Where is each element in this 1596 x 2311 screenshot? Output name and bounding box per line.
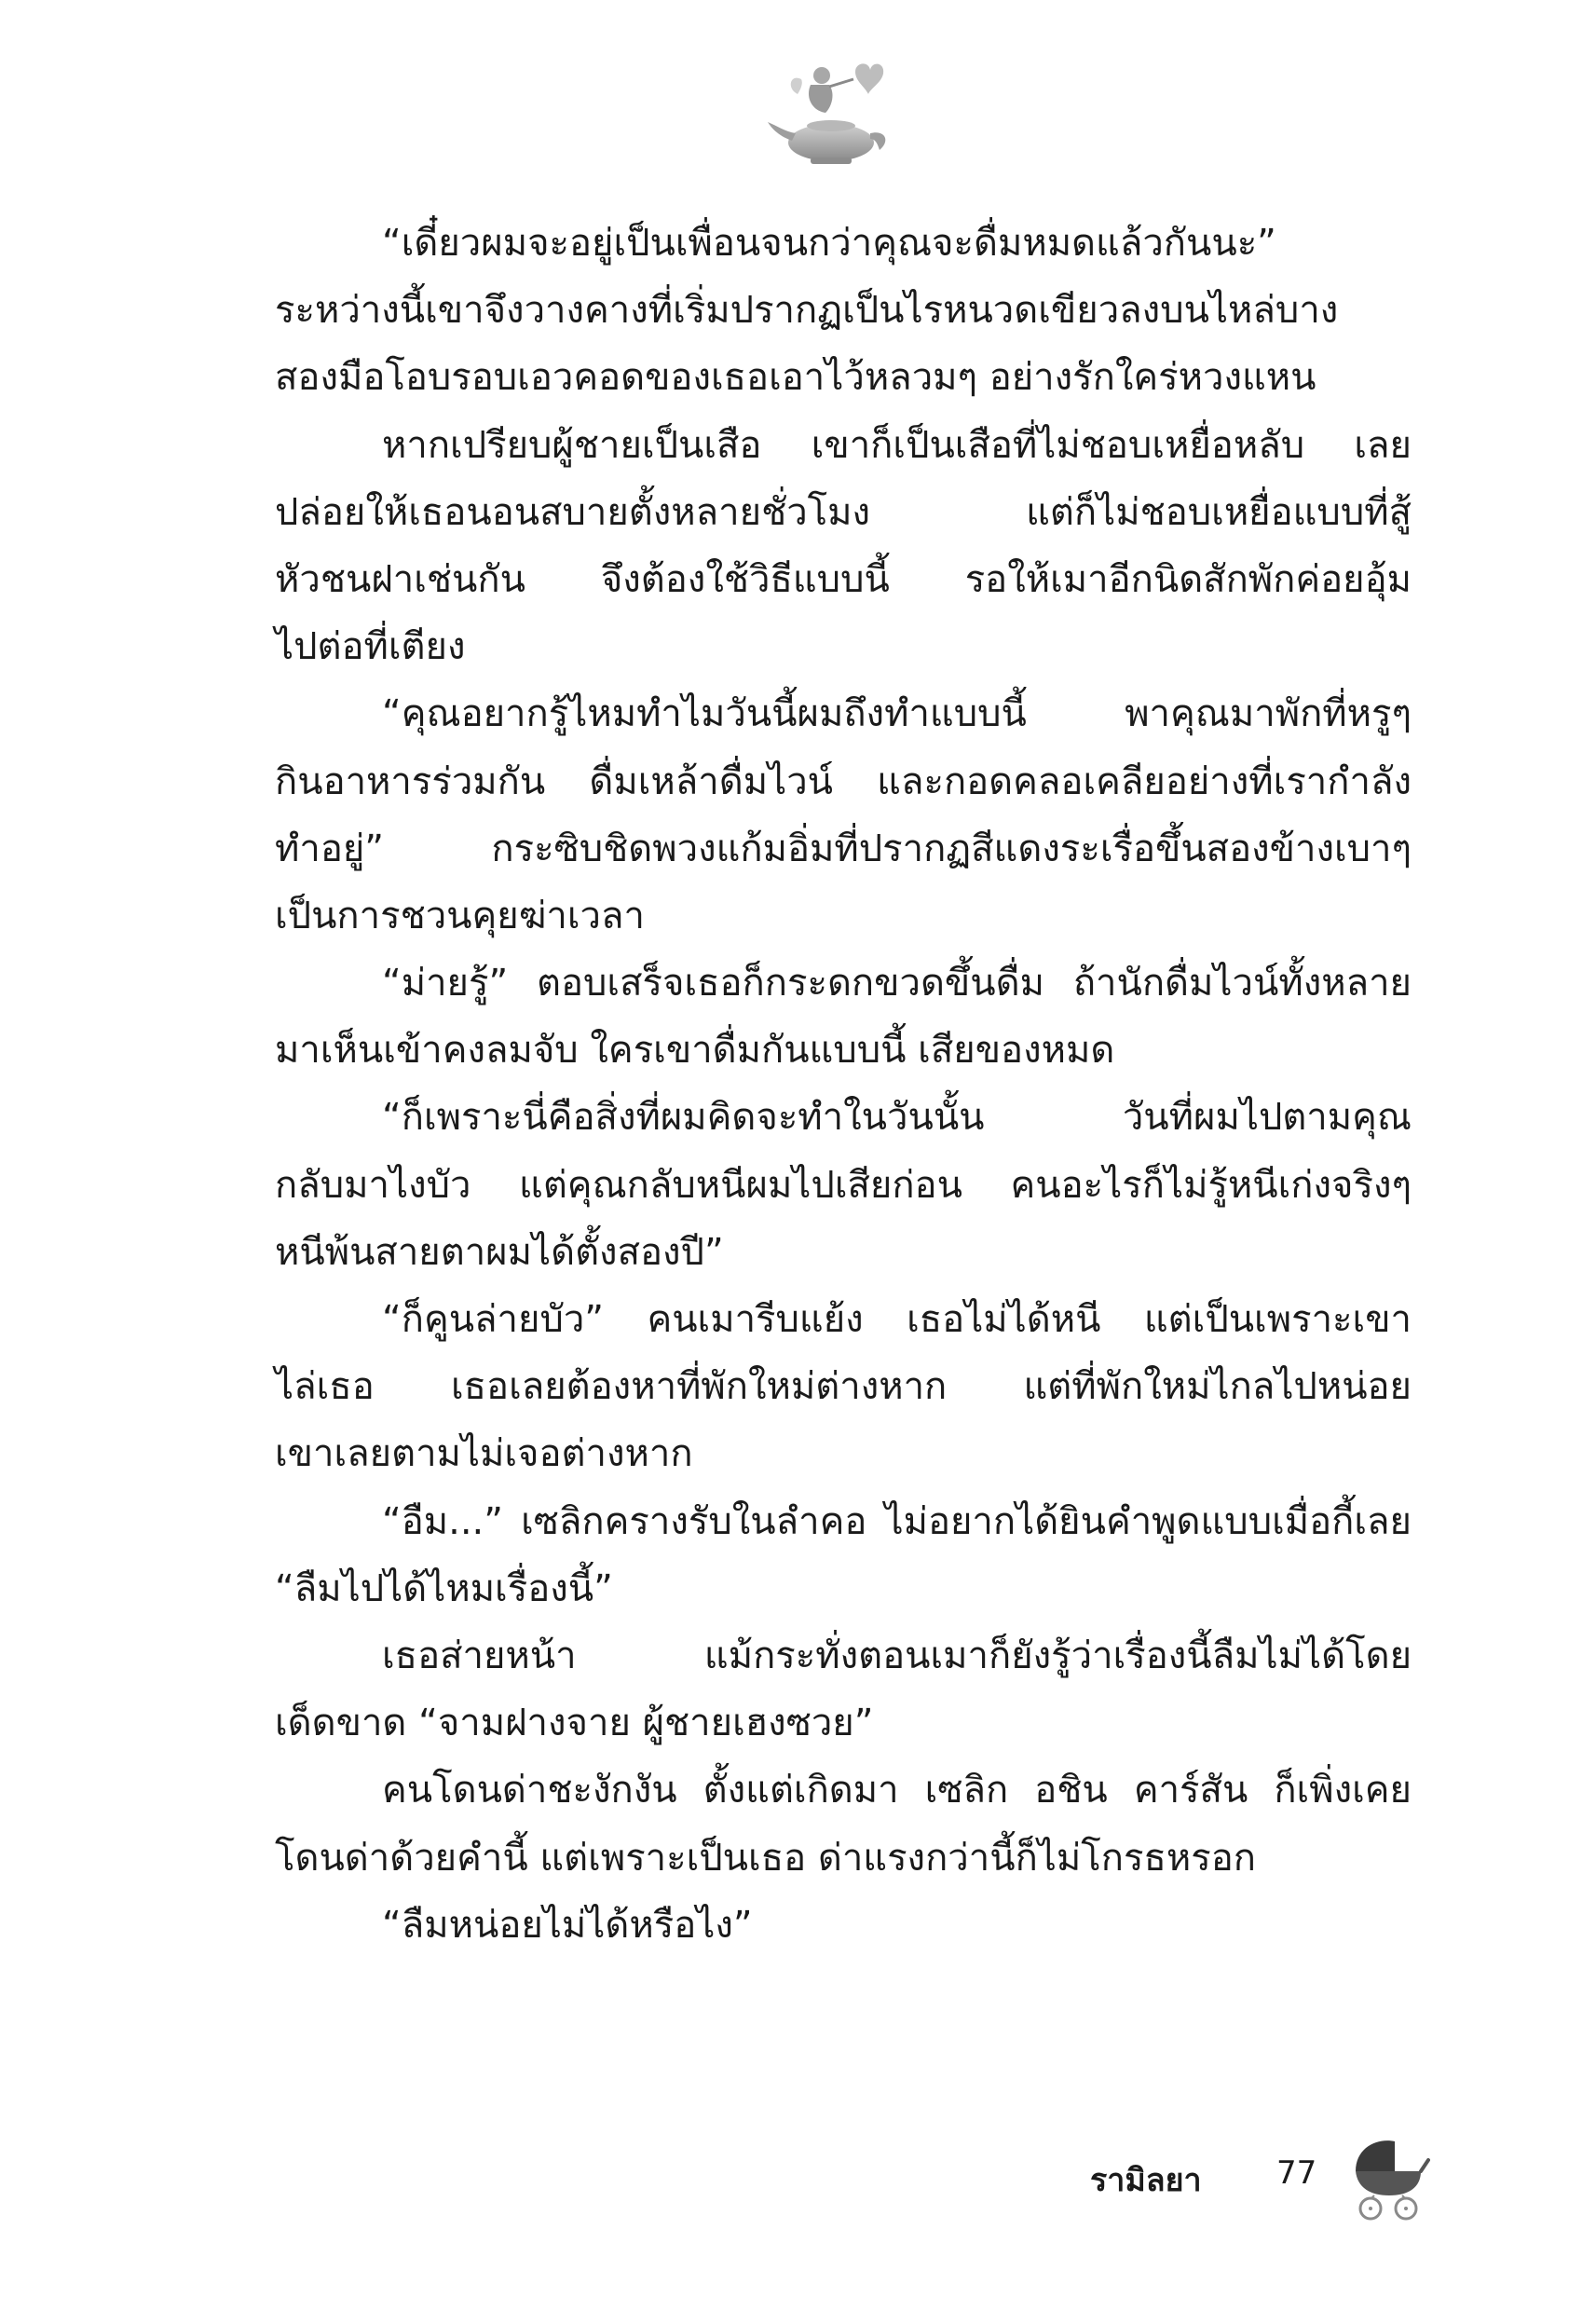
body-text [275, 210, 1412, 1959]
text-line: เด็ดขาด “จามฝางจาย ผู้ชายเฮงซวย” [275, 1702, 874, 1745]
text-line: มาเห็นเข้าคงลมจับ ใครเขาดื่มกันแบบนี้ เสียของหมด [275, 1029, 1115, 1073]
text-line: “ก็เพราะนี่คือสิ่งที่ผมคิดจะทำในวันนั้น วันที่ผมไปตามคุณ [382, 1096, 1412, 1140]
text-line: เธอส่ายหน้า แม้กระทั่งตอนเมาก็ยังรู้ว่าเรื่องนี้ลืมไม่ได้โดย [382, 1634, 1412, 1677]
page-number: 77 [1276, 2154, 1317, 2192]
text-line: กลับมาไงบัว แต่คุณกลับหนีผมไปเสียก่อน คนอะไรก็ไม่รู้หนีเก่งจริงๆ [275, 1163, 1412, 1207]
text-line: “ลืมไปได้ไหมเรื่องนี้” [275, 1566, 613, 1610]
text-line: เป็นการชวนคุยฆ่าเวลา [275, 894, 645, 937]
text-line: “คุณอยากรู้ไหมทำไมวันนี้ผมถึงทำแบบนี้ พาคุณมาพักที่หรูๆ [382, 692, 1412, 736]
baby-pram-icon [1346, 2134, 1430, 2222]
text-line: ระหว่างนี้เขาจึงวางคางที่เริ่มปรากฏเป็นไรหนวดเขียวลงบนไหล่บาง [275, 289, 1339, 333]
text-line: กินอาหารร่วมกัน ดื่มเหล้าดื่มไวน์ และกอดคลอเคลียอย่างที่เรากำลัง [275, 759, 1412, 803]
text-line: โดนด่าด้วยคำนี้ แต่เพราะเป็นเธอ ด่าแรงกว่านี้ก็ไม่โกรธหรอก [275, 1836, 1256, 1880]
text-line: เขาเลยตามไม่เจอต่างหาก [275, 1432, 693, 1476]
text-line: “ก็คูนล่ายบัว” คนเมารีบแย้ง เธอไม่ได้หนี แต่เป็นเพราะเขา [382, 1298, 1412, 1341]
text-line: หากเปรียบผู้ชายเป็นเสือ เขาก็เป็นเสือที่ไม่ชอบเหยื่อหลับ เลย [382, 423, 1412, 467]
text-line: “ลืมหน่อยไม่ได้หรือไง” [382, 1903, 753, 1947]
text-line: “ม่ายรู้” ตอบเสร็จเธอก็กระดกขวดขึ้นดื่ม ถ้านักดื่มไวน์ทั้งหลาย [382, 962, 1412, 1005]
text-line: “เดี๋ยวผมจะอยู่เป็นเพื่อนจนกว่าคุณจะดื่มหมดแล้วกันนะ” [382, 222, 1276, 265]
text-line: หนีพ้นสายตาผมได้ตั้งสองปี” [275, 1230, 724, 1274]
text-line: “อืม...” เซลิกครางรับในลำคอ ไม่อยากได้ยินคำพูดแบบเมื่อกี้เลย [382, 1499, 1412, 1543]
text-line: หัวชนฝาเช่นกัน จึงต้องใช้วิธีแบบนี้ รอให้เมาอีกนิดสักพักค่อยอุ้ม [275, 557, 1412, 601]
text-line: ไล่เธอ เธอเลยต้องหาที่พักใหม่ต่างหาก แต่ที่พักใหม่ไกลไปหน่อย [275, 1365, 1412, 1409]
text-line: ทำอยู่” กระซิบชิดพวงแก้มอิ่มที่ปรากฏสีแดงระเรื่อขึ้นสองข้างเบาๆ [275, 827, 1412, 870]
text-line: คนโดนด่าชะงักงัน ตั้งแต่เกิดมา เซลิก อชิน คาร์สัน ก็เพิ่งเคย [382, 1769, 1412, 1812]
text-line: สองมือโอบรอบเอวคอดของเธอเอาไว้หลวมๆ อย่างรักใคร่หวงแหน [275, 356, 1316, 400]
text-line: ปล่อยให้เธอนอนสบายตั้งหลายชั่วโมง แต่ก็ไม่ชอบเหยื่อแบบที่สู้ [275, 490, 1412, 534]
text-line: ไปต่อที่เตียง [275, 625, 466, 669]
teapot-cupid-ornament-icon [764, 51, 904, 172]
book-title: รามิลยา [1090, 2162, 1202, 2199]
